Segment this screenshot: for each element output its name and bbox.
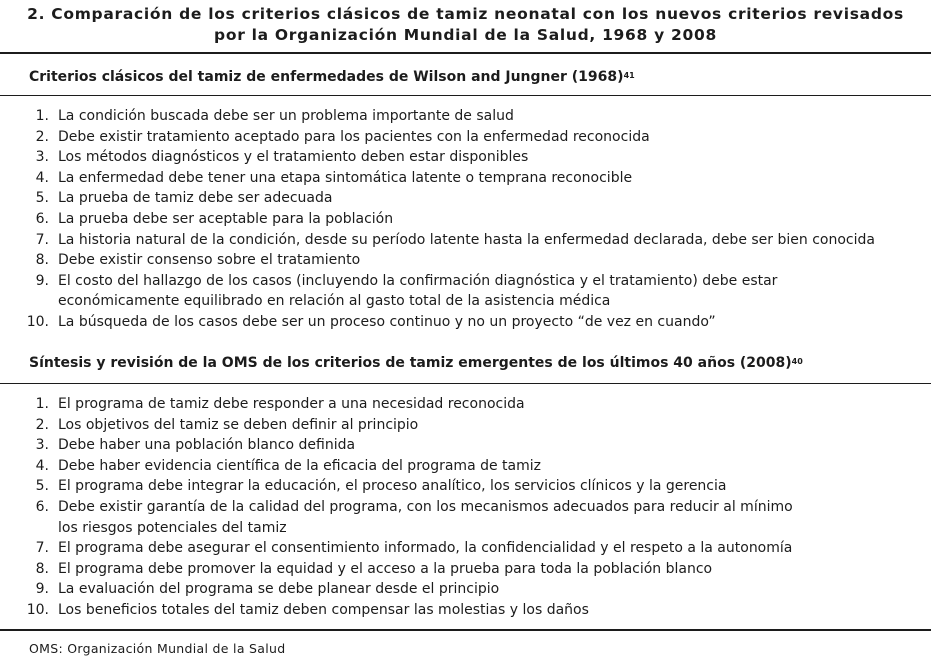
section-heading-classic — [29, 67, 635, 87]
item-text: El programa debe asegurar el consentimiento informado, la confidencialidad y el respeto a la autonomía — [58, 540, 793, 557]
item-number: 10. — [26, 313, 49, 330]
item-text: Debe existir consenso sobre el tratamiento — [58, 252, 361, 269]
item-text: Debe haber una población blanco definida — [58, 437, 356, 454]
item-text: económicamente equilibrado en relación al gasto total de la asistencia médica — [58, 293, 611, 310]
item-text: Los objetivos del tamiz se deben definir al principio — [58, 416, 419, 433]
item-number: 8. — [35, 560, 49, 577]
item-number: 3. — [35, 437, 49, 454]
list-item — [0, 168, 931, 189]
table-title — [0, 4, 931, 46]
table-title-line-1: 2. Comparación de los criterios clásicos de tamiz neonatal con los nuevos criterios revisados — [27, 5, 904, 23]
item-text: La evaluación del programa se debe planear desde el principio — [58, 581, 500, 598]
item-number: 9. — [35, 272, 49, 289]
list-item — [0, 579, 931, 600]
footnote: OMS: Organización Mundial de la Salud — [29, 641, 286, 656]
item-text: El programa debe integrar la educación, el proceso analítico, los servicios clínicos y la gerencia — [58, 478, 727, 495]
list-item — [0, 415, 931, 436]
item-number: 7. — [35, 540, 49, 557]
item-text: Debe existir garantía de la calidad del programa, con los mecanismos adecuados para reducir al mínimo — [58, 498, 793, 515]
item-text: Los métodos diagnósticos y el tratamiento deben estar disponibles — [58, 149, 529, 166]
item-text: La prueba de tamiz debe ser adecuada — [58, 190, 333, 207]
top-rule — [0, 52, 931, 54]
item-number: 3. — [35, 149, 49, 166]
item-text: Debe haber evidencia científica de la eficacia del programa de tamiz — [58, 457, 541, 474]
section-heading-classic-text: Criterios clásicos del tamiz de enfermedades de Wilson and Jungner (1968) — [29, 69, 624, 85]
list-item — [0, 127, 931, 148]
table-title-line-2: por la Organización Mundial de la Salud, 1968 y 2008 — [214, 26, 717, 44]
classic-criteria-list — [0, 106, 931, 333]
list-item — [0, 476, 931, 497]
list-item — [0, 497, 931, 538]
item-text: La historia natural de la condición, desde su período latente hasta la enfermedad declarada, debe ser bien conocida — [58, 231, 875, 248]
bottom-rule — [0, 629, 931, 631]
section-heading-who-text: Síntesis y revisión de la OMS de los criterios de tamiz emergentes de los últimos 40 años (2008) — [29, 355, 792, 371]
item-number: 1. — [35, 108, 49, 124]
item-text: los riesgos potenciales del tamiz — [58, 519, 287, 536]
list-item — [0, 271, 931, 312]
item-number: 6. — [35, 210, 49, 227]
reference-superscript: 40 — [791, 357, 803, 366]
section-rule — [0, 383, 931, 384]
list-item — [0, 559, 931, 580]
list-item — [0, 312, 931, 333]
item-number: 5. — [35, 478, 49, 495]
reference-superscript: 41 — [623, 71, 635, 80]
item-text: Los beneficios totales del tamiz deben compensar las molestias y los daños — [58, 601, 589, 618]
list-item — [0, 209, 931, 230]
list-item — [0, 106, 931, 127]
list-item — [0, 147, 931, 168]
item-text: El programa debe promover la equidad y el acceso a la prueba para toda la población blanco — [58, 560, 713, 577]
list-item — [0, 230, 931, 251]
list-item — [0, 394, 931, 415]
item-number: 4. — [35, 169, 49, 186]
item-number: 6. — [35, 498, 49, 515]
list-item — [0, 600, 931, 621]
item-text: Debe existir tratamiento aceptado para los pacientes con la enfermedad reconocida — [58, 128, 650, 145]
item-number: 2. — [35, 416, 49, 433]
list-item — [0, 250, 931, 271]
item-number: 7. — [35, 231, 49, 248]
item-number: 5. — [35, 190, 49, 207]
who-criteria-list — [0, 394, 931, 621]
item-text: La condición buscada debe ser un problema importante de salud — [58, 108, 514, 124]
item-number: 2. — [35, 128, 49, 145]
item-text: La prueba debe ser aceptable para la población — [58, 210, 394, 227]
list-item — [0, 538, 931, 559]
item-number: 4. — [35, 457, 49, 474]
item-text: La búsqueda de los casos debe ser un proceso continuo y no un proyecto “de vez en cuando” — [58, 313, 716, 330]
item-text: El costo del hallazgo de los casos (incluyendo la confirmación diagnóstica y el tratamiento) debe estar — [58, 272, 778, 289]
item-number: 10. — [26, 601, 49, 618]
item-number: 9. — [35, 581, 49, 598]
item-number: 1. — [35, 396, 49, 412]
item-text: El programa de tamiz debe responder a una necesidad reconocida — [58, 396, 525, 412]
list-item — [0, 456, 931, 477]
item-text: La enfermedad debe tener una etapa sintomática latente o temprana reconocible — [58, 169, 633, 186]
list-item — [0, 435, 931, 456]
item-number: 8. — [35, 252, 49, 269]
section-rule — [0, 95, 931, 96]
section-heading-who — [29, 353, 803, 373]
list-item — [0, 188, 931, 209]
